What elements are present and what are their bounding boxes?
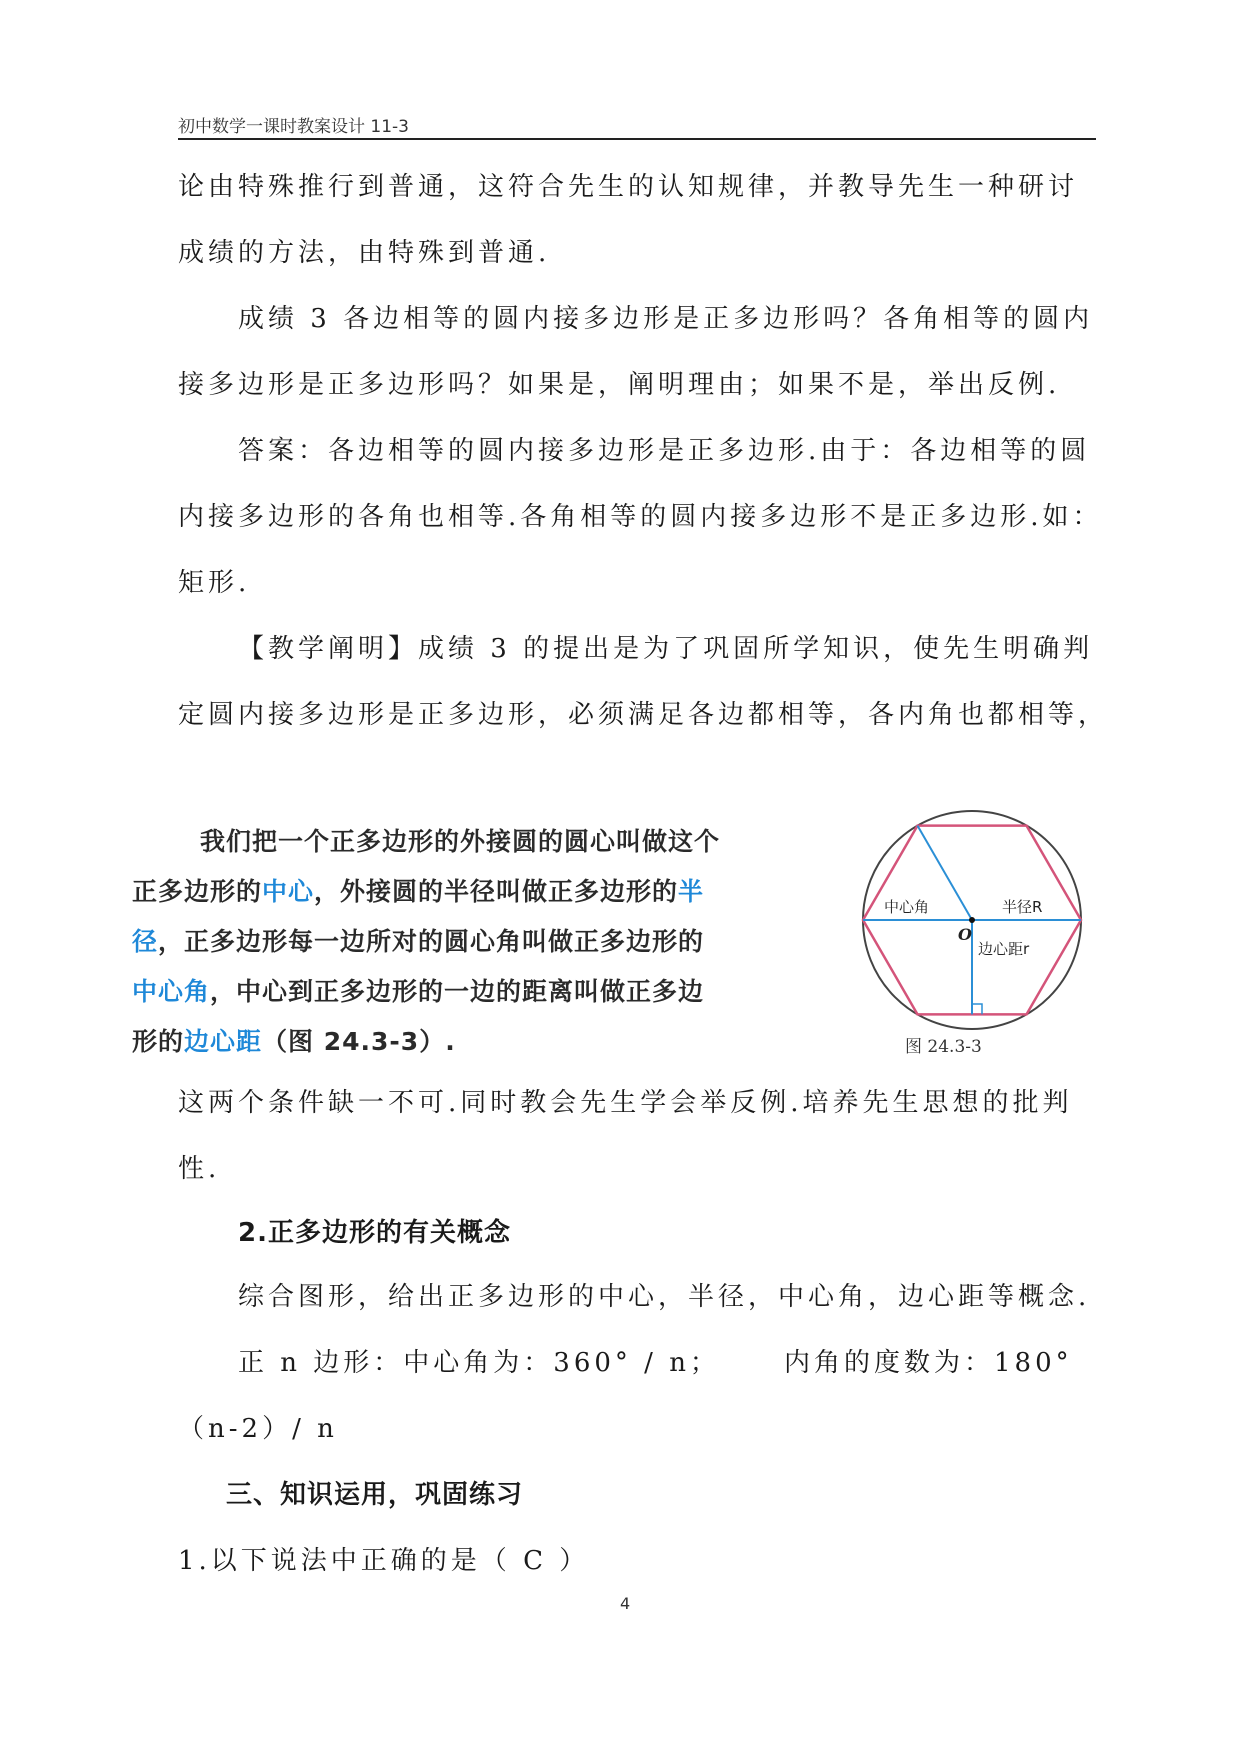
paragraph-line-1: 论由特殊推行到普通，这符合先生的认知规律，并教导先生一种研讨 bbox=[178, 172, 1079, 202]
figure-text-line-2 bbox=[132, 872, 704, 908]
document-header: 初中数学一课时教案设计 11-3 bbox=[178, 117, 409, 137]
figure-text: 正多边形的 bbox=[132, 877, 263, 906]
term-radius-part: 半 bbox=[678, 877, 705, 906]
figure-text-line-1 bbox=[200, 822, 720, 858]
figure-caption: 图 24.3-3 bbox=[905, 1037, 982, 1057]
header-rule bbox=[178, 138, 1096, 140]
term-radius-part: 径 bbox=[132, 927, 159, 956]
paragraph-line-2: 成绩的方法，由特殊到普通. bbox=[178, 238, 551, 268]
section-heading-2: 2.正多边形的有关概念 bbox=[238, 1218, 511, 1248]
term-center: 中心 bbox=[262, 877, 315, 906]
figure-text: （图 24.3-3）. bbox=[262, 1027, 456, 1056]
term-apothem: 边心距 bbox=[184, 1027, 263, 1056]
label-center-o: O bbox=[958, 925, 972, 944]
figure-text: ，外接圆的半径叫做正多边形的 bbox=[314, 877, 679, 906]
answer-line-1: 答案：各边相等的圆内接多边形是正多边形.由于：各边相等的圆 bbox=[238, 436, 1091, 466]
formula-interior-angle-cont: （n-2）/ n bbox=[178, 1414, 338, 1444]
term-center-angle: 中心角 bbox=[132, 977, 211, 1006]
figure-text: ，正多边形每一边所对的圆心角叫做正多边形的 bbox=[158, 927, 705, 956]
question-3-line-2: 接多边形是正多边形吗？如果是，阐明理由；如果不是，举出反例. bbox=[178, 370, 1061, 400]
label-radius: 半径R bbox=[1002, 898, 1043, 916]
figure-text-line-5 bbox=[132, 1022, 456, 1058]
question-3-line-1: 成绩 3 各边相等的圆内接多边形是正多边形吗？各角相等的圆内 bbox=[238, 304, 1094, 334]
figure-text: ，中心到正多边形的一边的距离叫做正多边 bbox=[210, 977, 705, 1006]
label-center-angle: 中心角 bbox=[884, 898, 930, 916]
answer-line-2: 内接多边形的各角也相等.各角相等的圆内接多边形不是正多边形.如： bbox=[178, 502, 1103, 532]
formula-interior-angle: 内角的度数为：180° bbox=[784, 1348, 1073, 1378]
textbook-figure bbox=[132, 800, 1112, 1060]
section-heading-3: 三、知识运用，巩固练习 bbox=[226, 1480, 524, 1510]
teaching-note-line-4: 性. bbox=[178, 1154, 221, 1184]
figure-text: 形的 bbox=[132, 1027, 185, 1056]
label-apothem: 边心距r bbox=[978, 940, 1030, 958]
teaching-note-line-3: 这两个条件缺一不可.同时教会先生学会举反例.培养先生思想的批判 bbox=[178, 1088, 1073, 1118]
right-angle-mark bbox=[972, 1004, 982, 1014]
figure-text: 我们把一个正多边形的外接圆的圆心叫做这个 bbox=[200, 827, 721, 856]
figure-text-line-3 bbox=[132, 922, 704, 958]
page-number: 4 bbox=[620, 1594, 631, 1613]
teaching-note-line-1: 【教学阐明】成绩 3 的提出是为了巩固所学知识，使先生明确判 bbox=[238, 634, 1094, 664]
formula-center-angle: 正 n 边形：中心角为：360° / n； bbox=[238, 1348, 720, 1378]
answer-line-3: 矩形. bbox=[178, 568, 251, 598]
exercise-1: 1.以下说法中正确的是（ C ） bbox=[178, 1546, 590, 1576]
center-point bbox=[969, 917, 975, 923]
hexagon-diagram bbox=[832, 800, 1112, 1060]
figure-text-line-4 bbox=[132, 972, 704, 1008]
teaching-note-line-2: 定圆内接多边形是正多边形，必须满足各边都相等，各内角也都相等， bbox=[178, 700, 1109, 730]
concept-line: 综合图形，给出正多边形的中心，半径，中心角，边心距等概念. bbox=[238, 1282, 1091, 1312]
